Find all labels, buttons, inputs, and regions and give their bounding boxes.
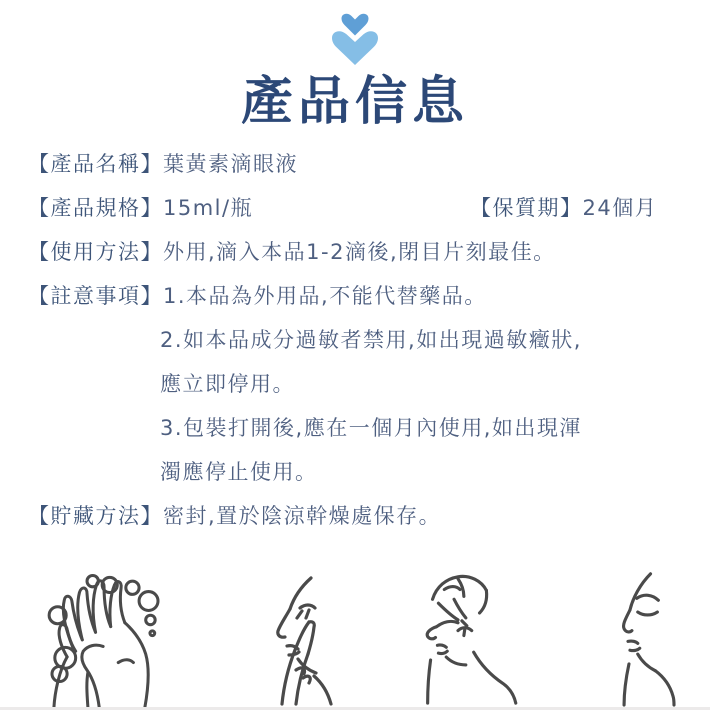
precautions-label: 【註意事項】 (28, 284, 163, 308)
close-eyes-rest-illustration (571, 566, 683, 708)
page-title: 產品信息 (240, 72, 469, 132)
storage-label: 【貯藏方法】 (28, 504, 163, 528)
product-name-label: 【產品名稱】 (28, 152, 163, 176)
info-row-product-name (28, 149, 710, 193)
shelf-life-value: 24個月 (582, 196, 658, 220)
info-row-usage (28, 237, 710, 281)
precautions-line-4: 3.包裝打開後,應在一個月內使用,如出現渾 (160, 416, 582, 440)
spec-label: 【產品規格】 (28, 196, 163, 220)
product-info-list (0, 149, 710, 545)
shelf-life-label: 【保質期】 (470, 196, 583, 220)
instill-eye-drops-illustration (392, 566, 524, 708)
usage-value: 外用,滴入本品1-2滴後,閉目片刻最佳。 (163, 240, 556, 264)
wash-hands-illustration (35, 566, 175, 708)
info-row-spec-shelf-life (28, 193, 710, 237)
apply-drop-near-eye-illustration (214, 566, 339, 708)
precautions-line-3: 應立即停用。 (160, 372, 295, 396)
shelf-life-pair (470, 193, 657, 223)
spec-value: 15ml/瓶 (163, 196, 254, 220)
precautions-line-5: 濁應停止使用。 (160, 460, 318, 484)
info-row-storage (28, 501, 710, 545)
usage-label: 【使用方法】 (28, 240, 163, 264)
info-row-precautions (28, 281, 710, 325)
brand-mark (0, 0, 710, 68)
precautions-value-line1: 1.本品為外用品,不能代替藥品。 (163, 284, 487, 308)
product-name-value: 葉黃素滴眼液 (163, 152, 298, 176)
usage-steps-illustrations (0, 566, 710, 708)
double-heart-chevron-icon (328, 10, 382, 68)
storage-value: 密封,置於陰涼幹燥處保存。 (163, 504, 442, 528)
precautions-line-2: 2.如本品成分過敏者禁用,如出現過敏癥狀, (160, 328, 582, 352)
